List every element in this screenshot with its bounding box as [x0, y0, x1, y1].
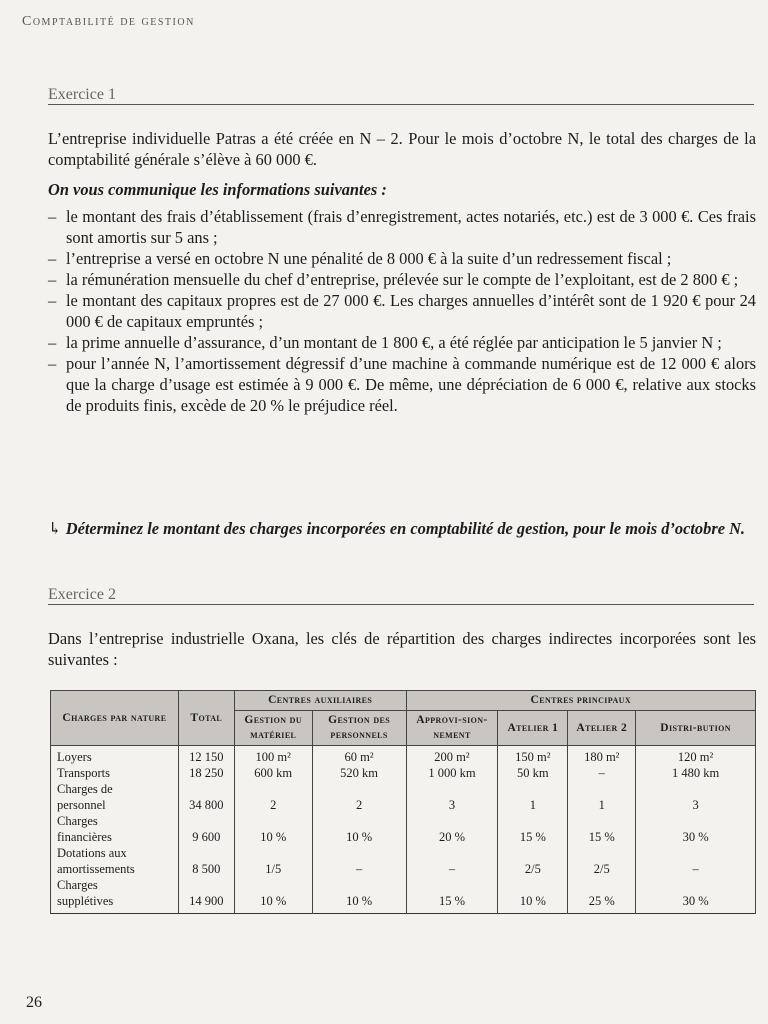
exercise-1-rule — [48, 104, 754, 105]
table-row — [51, 813, 756, 845]
cell-dist: 1 480 km — [636, 765, 756, 781]
cell-a2: 180 m² — [568, 746, 636, 766]
exercise-1-lead: On vous communique les informations suivantes : — [48, 180, 387, 199]
col-approvisionnement: Approvi-sion-nement — [406, 711, 498, 746]
cell-gp: 10 % — [312, 813, 406, 845]
table-row — [51, 845, 756, 877]
cell-appro: 15 % — [406, 877, 498, 914]
cell-gm: 10 % — [234, 877, 312, 914]
cell-gp: – — [312, 845, 406, 877]
list-item: – pour l’année N, l’amortissement dégressif d’une machine à commande numérique est de 12 000 € alors que la charge d’usage est estimée à 9 000 €. De même, une dépréciation de 6 000 €, relative aux stocks de produits finis, excède de 20 % le préjudice réel. — [48, 354, 756, 415]
cell-gm: 1/5 — [234, 845, 312, 877]
row-label: Transports — [51, 765, 179, 781]
row-label: Dotations aux amortissements — [51, 845, 179, 877]
cell-a1: 10 % — [498, 877, 568, 914]
cell-gm: 10 % — [234, 813, 312, 845]
cell-a2: 25 % — [568, 877, 636, 914]
cell-total: 14 900 — [178, 877, 234, 914]
cell-dist: 120 m² — [636, 746, 756, 766]
exercise-1-intro: L’entreprise individuelle Patras a été créée en N – 2. Pour le mois d’octobre N, le total des charges de la comptabilité générale s’élève à 60 000 €. — [48, 129, 756, 169]
cell-gp: 60 m² — [312, 746, 406, 766]
cell-appro: 20 % — [406, 813, 498, 845]
list-item: – la prime annuelle d’assurance, d’un montant de 1 800 €, a été réglée par anticipation le 5 janvier N ; — [48, 333, 722, 352]
cell-appro: 1 000 km — [406, 765, 498, 781]
col-distribution: Distri-bution — [636, 711, 756, 746]
allocation-keys-table — [50, 690, 756, 914]
group-centres-auxiliaires: Centres auxiliaires — [234, 691, 406, 711]
cell-gm: 100 m² — [234, 746, 312, 766]
table-row — [51, 877, 756, 914]
cell-total: 18 250 — [178, 765, 234, 781]
cell-total: 9 600 — [178, 813, 234, 845]
cell-a1: 150 m² — [498, 746, 568, 766]
cell-a1: 1 — [498, 781, 568, 813]
page-number: 26 — [26, 994, 42, 1011]
col-atelier-2: Atelier 2 — [568, 711, 636, 746]
col-atelier-1: Atelier 1 — [498, 711, 568, 746]
cell-gp: 2 — [312, 781, 406, 813]
list-item: – le montant des capitaux propres est de 27 000 €. Les charges annuelles d’intérêt sont de 1 920 € pour 24 000 € de capitaux empruntés ; — [48, 291, 756, 331]
row-label: Charges supplétives — [51, 877, 179, 914]
col-gestion-materiel: Gestion du matériel — [234, 711, 312, 746]
row-label: Loyers — [51, 746, 179, 766]
exercise-1-title: Exercice 1 — [48, 86, 116, 103]
list-item: – le montant des frais d’établissement (frais d’enregistrement, actes notariés, etc.) est de 3 000 €. Ces frais sont amortis sur 5 ans ; — [48, 207, 756, 247]
row-label: Charges de personnel — [51, 781, 179, 813]
cell-dist: – — [636, 845, 756, 877]
list-item: – l’entreprise a versé en octobre N une pénalité de 8 000 € à la suite d’un redressement fiscal ; — [48, 249, 672, 268]
cell-gm: 2 — [234, 781, 312, 813]
cell-gp: 10 % — [312, 877, 406, 914]
cell-appro: 3 — [406, 781, 498, 813]
running-head: Comptabilité de gestion — [22, 14, 195, 29]
table-row — [51, 746, 756, 766]
group-centres-principaux: Centres principaux — [406, 691, 755, 711]
table-row — [51, 765, 756, 781]
list-item: – la rémunération mensuelle du chef d’entreprise, prélevée sur le compte de l’exploitant, est de 2 800 € ; — [48, 270, 739, 289]
exercise-2-rule — [48, 604, 754, 605]
cell-dist: 30 % — [636, 877, 756, 914]
col-total: Total — [178, 691, 234, 746]
cell-a2: 15 % — [568, 813, 636, 845]
cell-a1: 15 % — [498, 813, 568, 845]
cell-gp: 520 km — [312, 765, 406, 781]
cell-dist: 30 % — [636, 813, 756, 845]
row-label: Charges financières — [51, 813, 179, 845]
table-row — [51, 781, 756, 813]
arrow-icon: ↳ — [48, 519, 62, 538]
cell-dist: 3 — [636, 781, 756, 813]
col-charges-par-nature: Charges par nature — [51, 691, 179, 746]
exercise-1-list — [48, 206, 756, 416]
col-gestion-personnels: Gestion des personnels — [312, 711, 406, 746]
cell-a2: 1 — [568, 781, 636, 813]
cell-a1: 50 km — [498, 765, 568, 781]
cell-a2: – — [568, 765, 636, 781]
cell-appro: 200 m² — [406, 746, 498, 766]
cell-a2: 2/5 — [568, 845, 636, 877]
cell-total: 12 150 — [178, 746, 234, 766]
exercise-2-intro: Dans l’entreprise industrielle Oxana, les clés de répartition des charges indirectes incorporées sont les suivantes : — [48, 629, 756, 669]
cell-total: 34 800 — [178, 781, 234, 813]
exercise-1-task: ↳ Déterminez le montant des charges incorporées en comptabilité de gestion, pour le mois d’octobre N. — [48, 519, 746, 538]
exercise-2-title: Exercice 2 — [48, 586, 116, 603]
cell-a1: 2/5 — [498, 845, 568, 877]
cell-gm: 600 km — [234, 765, 312, 781]
cell-appro: – — [406, 845, 498, 877]
cell-total: 8 500 — [178, 845, 234, 877]
